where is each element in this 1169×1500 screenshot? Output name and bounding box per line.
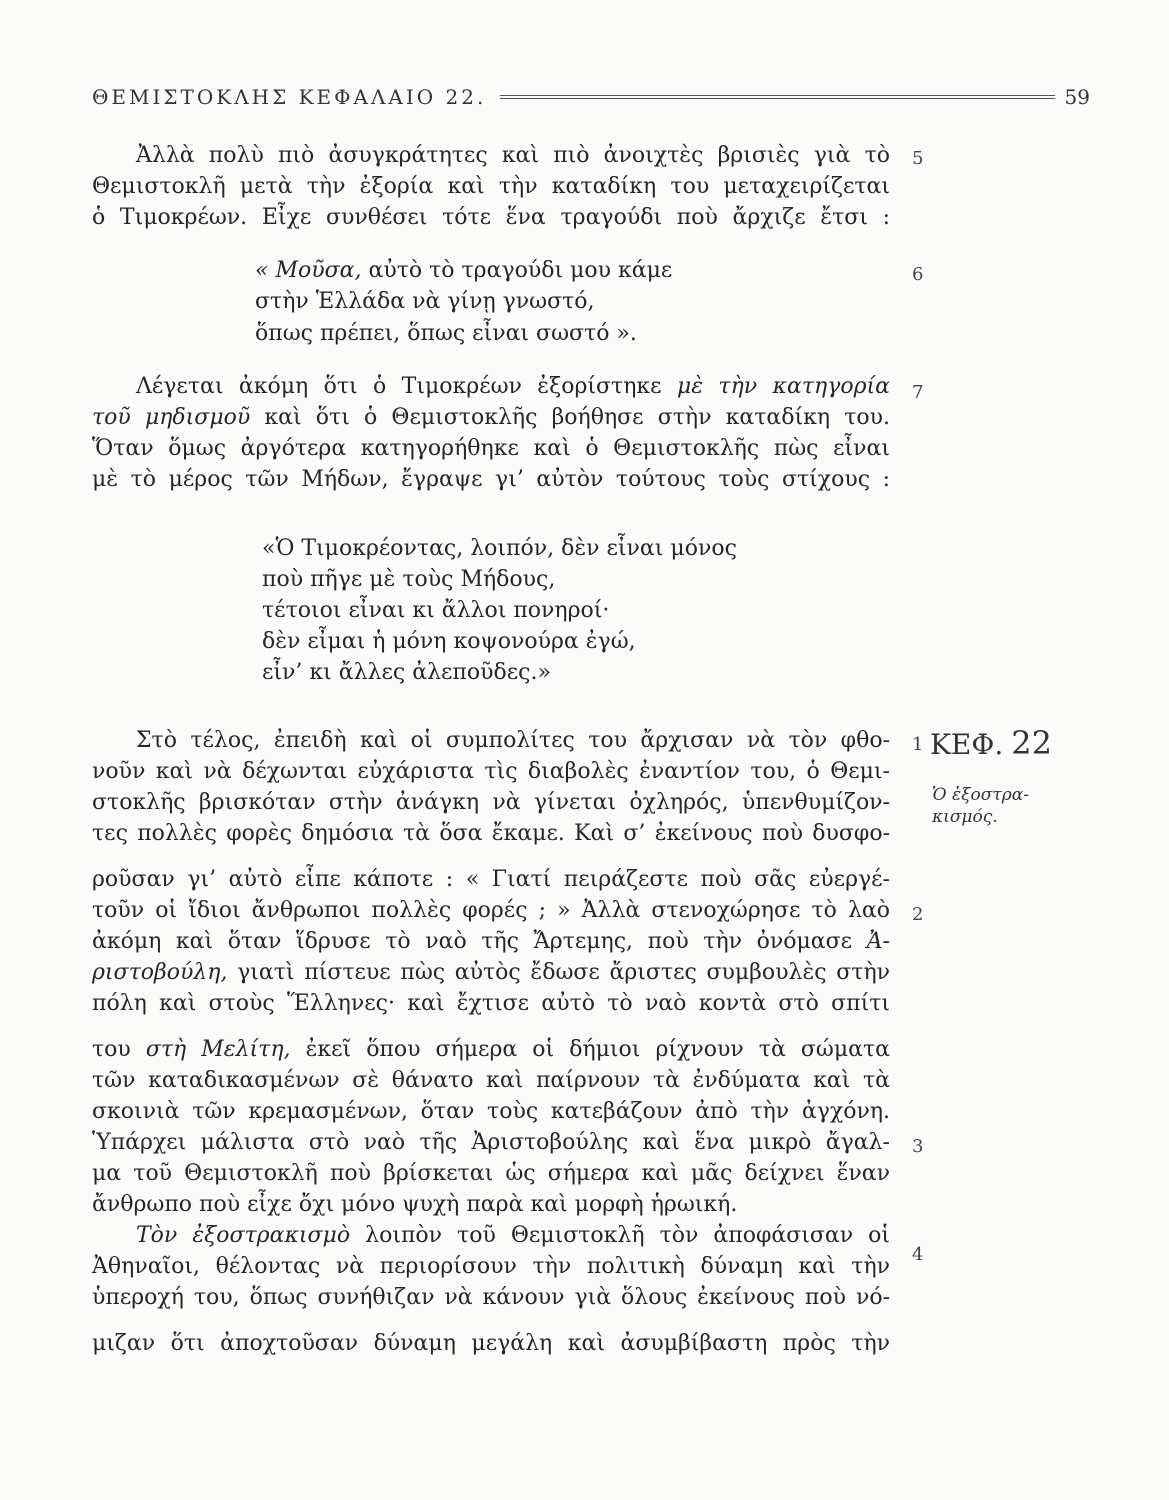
italic-span: τοῦ μηδισμοῦ <box>92 405 251 430</box>
margin-number: 7 <box>912 382 924 403</box>
running-title: ΘΕΜΙΣΤΟΚΛΗΣ ΚΕΦΑΛΑΙΟ 22. <box>92 85 487 109</box>
text-line: μὲ τὸ μέρος τῶν Μήδων, ἔγραψε γι’ αὐτὸν τούτους τοὺς στίχους : <box>92 467 890 492</box>
margin-number: 6 <box>912 264 924 285</box>
text-span: του <box>92 1037 146 1062</box>
text-line <box>92 1221 890 1251</box>
text-line: μιζαν ὅτι ἀποχτοῦσαν δύναμη μεγάλη καὶ ἀσυμβίβαστη πρὸς τὴν <box>92 1331 890 1356</box>
text-line: μα τοῦ Θεμιστοκλῆ ποὺ βρίσκεται ὡς σήμερα καὶ μᾶς δείχνει ἕναν <box>92 1161 890 1186</box>
text-line: Ὑπάρχει μάλιστα στὸ ναὸ τῆς Ἀριστοβούλης καὶ ἕνα μικρὸ ἄγαλ- <box>92 1130 890 1155</box>
italic-span: στὴ Μελίτη, <box>145 1037 291 1062</box>
verse-italic: « Μοῦσα, <box>255 258 362 283</box>
text-line: Ἀλλὰ πολὺ πιὸ ἀσυγκράτητες καὶ πιὸ ἀνοιχτὲς βρισιὲς γιὰ τὸ <box>136 143 890 168</box>
text-line: ὑπεροχή του, ὅπως συνήθιζαν νὰ κάνουν γιὰ ὅλους ἐκείνους ποὺ νό- <box>92 1285 890 1310</box>
text-span: ἐκεῖ ὅπου σήμερα οἱ δήμιοι ρίχνουν τὰ σώματα <box>290 1037 890 1062</box>
text-line <box>92 958 890 988</box>
running-header <box>92 80 1090 114</box>
text-span: γιατὶ πίστευε πὼς αὐτὸς ἔδωσε ἄριστες συμβουλὲς στὴν <box>227 960 890 985</box>
text-line: ἄνθρωπο ποὺ εἶχε ὄχι μόνο ψυχὴ παρὰ καὶ μορφὴ ἡρωική. <box>92 1192 738 1217</box>
chapter-label: ΚΕΦ. <box>930 728 1004 761</box>
text-line: σκοινιὰ τῶν κρεμασμένων, ὅταν τοὺς κατεβάζουν ἀπὸ τὴν ἀγχόνη. <box>92 1099 890 1124</box>
verse-line: στὴν Ἑλλάδα νὰ γίνῃ γνωστό, <box>255 289 595 314</box>
text-line <box>92 1035 890 1065</box>
verse-line: δὲν εἶμαι ἡ μόνη κοψονούρα ἐγώ, <box>262 629 636 654</box>
margin-number: 3 <box>912 1136 924 1157</box>
text-line <box>92 927 890 957</box>
text-line: ὁ Τιμοκρέων. Εἶχε συνθέσει τότε ἕνα τραγούδι ποὺ ἄρχιζε ἔτσι : <box>92 205 890 230</box>
text-span: Λέγεται ἀκόμη ὅτι ὁ Τιμοκρέων ἐξορίστηκε <box>136 374 677 399</box>
text-line: τες πολλὲς φορὲς δημόσια τὰ ὅσα ἔκαμε. Καὶ σ’ ἐκείνους ποὺ δυσφο- <box>92 821 890 846</box>
text-line: στοκλῆς βρισκόταν στὴν ἀνάγκη νὰ γίνεται ὀχληρός, ὑπενθυμίζον- <box>92 790 890 815</box>
margin-number: 1 <box>912 734 924 755</box>
chapter-number: 22 <box>1011 724 1052 762</box>
margin-number: 5 <box>912 148 924 169</box>
chapter-subtitle: Ὁ ἐξοστρα-κισμός. <box>932 785 1029 827</box>
text-span: λοιπὸν τοῦ Θεμιστοκλῆ τὸν ἀποφάσισαν οἱ <box>350 1223 891 1248</box>
text-span: ἀκόμη καὶ ὅταν ἵδρυσε τὸ ναὸ τῆς Ἄρτεμης, ποὺ τὴν ὀνόμασε <box>92 929 867 954</box>
verse-line: εἶν’ κι ἄλλες ἀλεποῦδες.» <box>262 660 551 685</box>
text-line: Ὅταν ὅμως ἀργότερα κατηγορήθηκε καὶ ὁ Θεμιστοκλῆς πὼς εἶναι <box>92 436 890 461</box>
text-line: Θεμιστοκλῆ μετὰ τὴν ἐξορία καὶ τὴν καταδίκη του μεταχειρίζεται <box>92 174 890 199</box>
text-line <box>92 403 890 433</box>
text-line <box>92 372 890 402</box>
verse-line: ποὺ πῆγε μὲ τοὺς Μήδους, <box>262 567 556 592</box>
chapter-heading <box>930 724 1052 762</box>
verse-line <box>255 256 672 286</box>
margin-number: 4 <box>912 1244 924 1265</box>
text-span: καὶ ὅτι ὁ Θεμιστοκλῆς βοήθησε στὴν καταδίκη του. <box>250 405 890 430</box>
italic-span: ριστοβούλη, <box>92 960 228 985</box>
text-line: Ἀθηναῖοι, θέλοντας νὰ περιορίσουν τὴν πολιτικὴ δύναμη καὶ τὴν <box>92 1254 890 1279</box>
verse-text: αὐτὸ τὸ τραγούδι μου κάμε <box>361 258 673 283</box>
text-line: πόλη καὶ στοὺς Ἕλληνες· καὶ ἔχτισε αὐτὸ τὸ ναὸ κοντὰ στὸ σπίτι <box>92 991 890 1016</box>
italic-span: μὲ τὴν κατηγορία <box>676 374 890 399</box>
page-number: 59 <box>1064 85 1090 109</box>
text-line: Στὸ τέλος, ἐπειδὴ καὶ οἱ συμπολίτες του ἄρχισαν νὰ τὸν φθο- <box>136 728 890 753</box>
text-line: τῶν καταδικασμένων σὲ θάνατο καὶ παίρνουν τὰ ἐνδύματα καὶ τὰ <box>92 1068 890 1093</box>
verse-line: τέτοιοι εἶναι κι ἄλλοι πονηροί· <box>262 598 610 623</box>
italic-span: Τὸν ἐξοστρακισμὸ <box>136 1223 351 1248</box>
verse-line: ὅπως πρέπει, ὅπως εἶναι σωστό ». <box>255 321 637 346</box>
italic-span: Ἀ- <box>866 929 890 954</box>
verse-line: «Ὁ Τιμοκρέοντας, λοιπόν, δὲν εἶναι μόνος <box>262 536 737 561</box>
header-rule <box>500 95 1054 99</box>
margin-number: 2 <box>912 904 924 925</box>
text-line: νοῦν καὶ νὰ δέχωνται εὐχάριστα τὶς διαβολὲς ἐναντίον του, ὁ Θεμι- <box>92 759 890 784</box>
text-line: τοῦν οἱ ἴδιοι ἄνθρωποι πολλὲς φορές ; » Ἀλλὰ στενοχώρησε τὸ λαὸ <box>92 898 890 923</box>
text-line: ροῦσαν γι’ αὐτὸ εἶπε κάποτε : « Γιατί πειράζεστε ποὺ σᾶς εὐεργέ- <box>92 867 890 892</box>
